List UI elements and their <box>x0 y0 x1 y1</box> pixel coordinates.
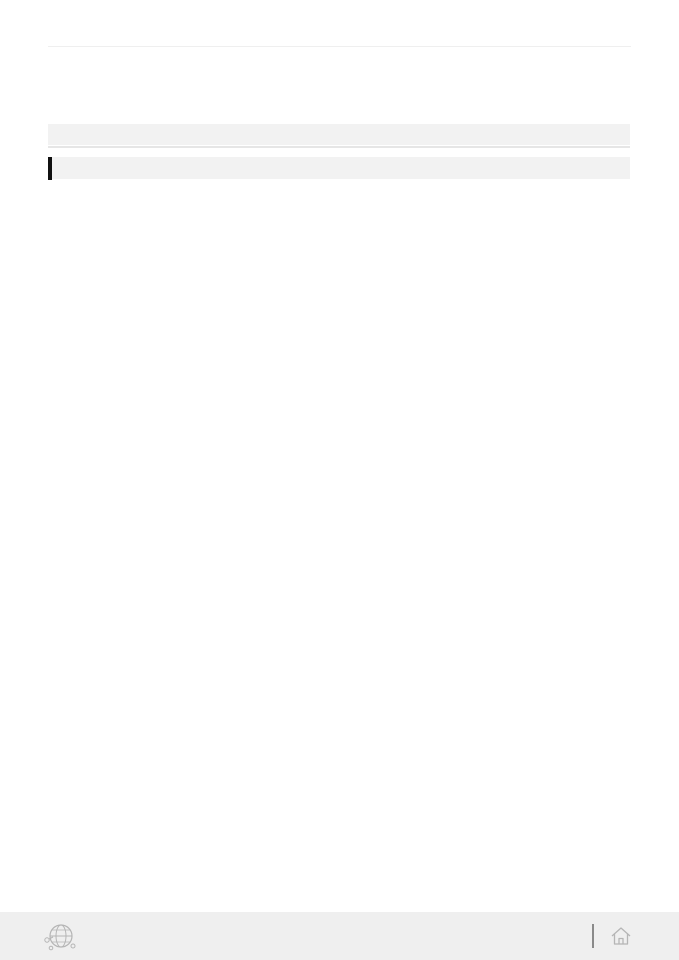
page-footer <box>0 912 679 960</box>
table-header-row <box>48 100 630 124</box>
section-heading <box>48 157 630 180</box>
globe-network-icon <box>42 920 78 952</box>
gri-index-table <box>48 100 630 180</box>
home-icon[interactable] <box>610 926 632 946</box>
section-marker <box>48 157 52 180</box>
group-title <box>48 124 630 146</box>
footer-divider <box>592 924 594 948</box>
header-divider <box>48 46 631 47</box>
